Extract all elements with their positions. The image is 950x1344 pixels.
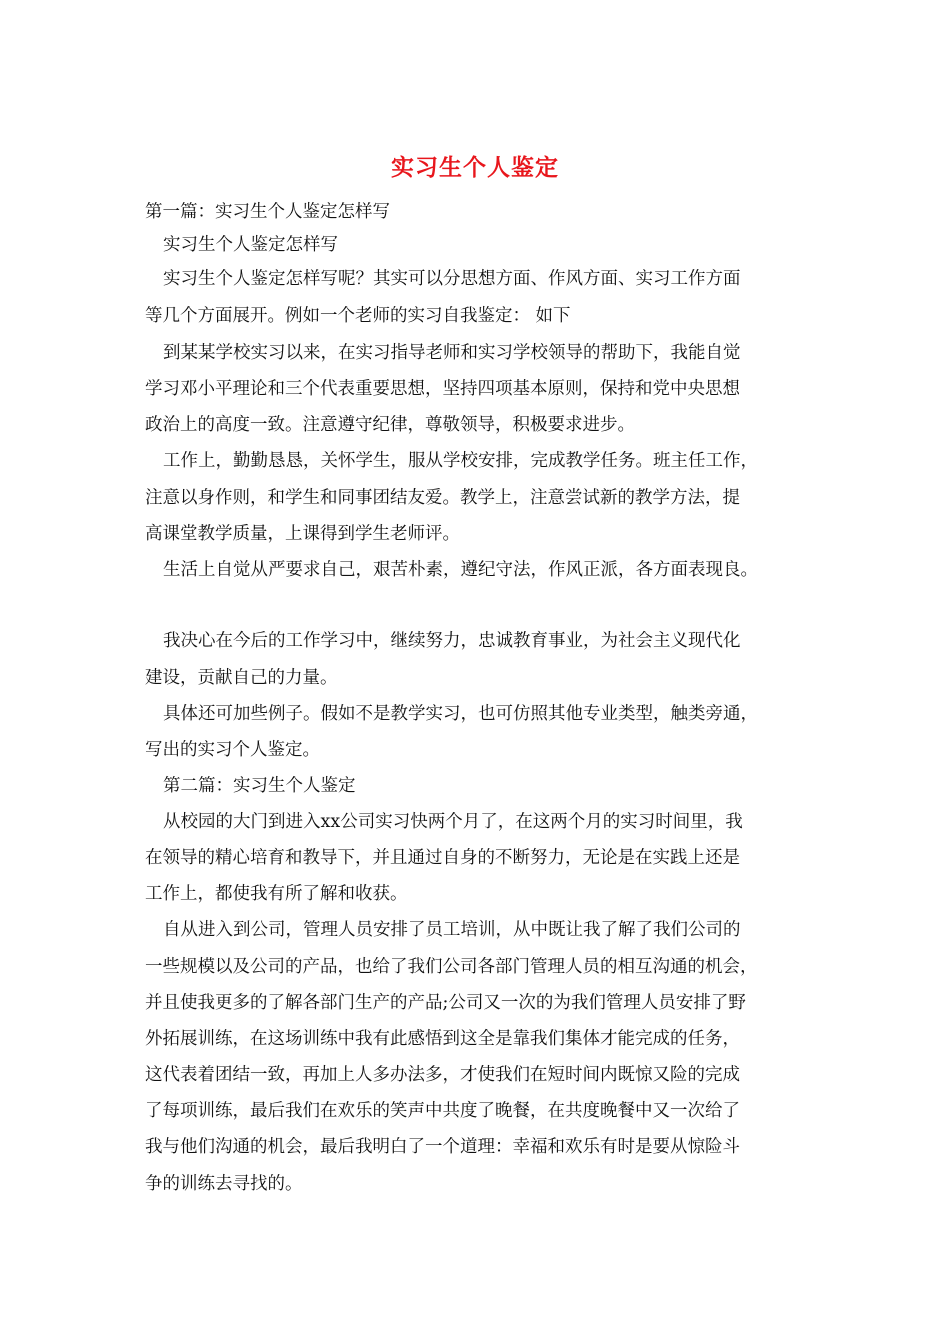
paragraph-line: 工作上，勤勤恳恳，关怀学生，服从学校安排，完成教学任务。班主任工作， (163, 451, 758, 471)
paragraph-line: 在领导的精心培育和教导下，并且通过自身的不断努力，无论是在实践上还是 (145, 848, 740, 868)
paragraph-line: 从校园的大门到进入xx公司实习快两个月了，在这两个月的实习时间里，我 (163, 812, 743, 832)
paragraph-line: 争的训练去寻找的。 (145, 1174, 303, 1194)
paragraph-line: 外拓展训练，在这场训练中我有此感悟到这全是靠我们集体才能完成的任务， (145, 1029, 740, 1049)
paragraph-line: 注意以身作则，和学生和同事团结友爱。教学上，注意尝试新的教学方法，提 (145, 488, 740, 508)
paragraph-line: 学习邓小平理论和三个代表重要思想，坚持四项基本原则，保持和党中央思想 (145, 379, 740, 399)
paragraph-line: 自从进入到公司，管理人员安排了员工培训，从中既让我了解了我们公司的 (163, 920, 741, 940)
sub-heading: 实习生个人鉴定怎样写 (163, 235, 338, 255)
paragraph-line: 我决心在今后的工作学习中，继续努力，忠诚教育事业，为社会主义现代化 (163, 631, 741, 651)
paragraph-line: 工作上，都使我有所了解和收获。 (145, 884, 408, 904)
section-heading-1: 第一篇：实习生个人鉴定怎样写 (145, 202, 390, 222)
paragraph-line: 了每项训练，最后我们在欢乐的笑声中共度了晚餐，在共度晚餐中又一次给了 (145, 1101, 740, 1121)
paragraph-line: 我与他们沟通的机会，最后我明白了一个道理：幸福和欢乐有时是要从惊险斗 (145, 1137, 740, 1157)
paragraph-line: 一些规模以及公司的产品，也给了我们公司各部门管理人员的相互沟通的机会， (145, 957, 758, 977)
paragraph-line: 这代表着团结一致，再加上人多办法多，才使我们在短时间内既惊又险的完成 (145, 1065, 740, 1085)
document-title: 实习生个人鉴定 (391, 154, 559, 181)
paragraph-line: 具体还可加些例子。假如不是教学实习，也可仿照其他专业类型，触类旁通， (163, 704, 758, 724)
paragraph-line: 建设，贡献自己的力量。 (145, 668, 338, 688)
paragraph-line: 高课堂教学质量，上课得到学生老师评。 (145, 524, 460, 544)
paragraph-line: 写出的实习个人鉴定。 (145, 740, 320, 760)
paragraph-line: 等几个方面展开。例如一个老师的实习自我鉴定： 如下 (145, 306, 571, 326)
paragraph-line: 实习生个人鉴定怎样写呢？其实可以分思想方面、作风方面、实习工作方面 (163, 269, 741, 289)
section-heading-2: 第二篇：实习生个人鉴定 (163, 776, 356, 796)
paragraph-line: 生活上自觉从严要求自己，艰苦朴素，遵纪守法，作风正派，各方面表现良。 (163, 560, 758, 580)
paragraph-line: 并且使我更多的了解各部门生产的产品;公司又一次的为我们管理人员安排了野 (145, 993, 746, 1013)
paragraph-line: 政治上的高度一致。注意遵守纪律，尊敬领导，积极要求进步。 (145, 415, 635, 435)
paragraph-line: 到某某学校实习以来，在实习指导老师和实习学校领导的帮助下，我能自觉 (163, 343, 741, 363)
